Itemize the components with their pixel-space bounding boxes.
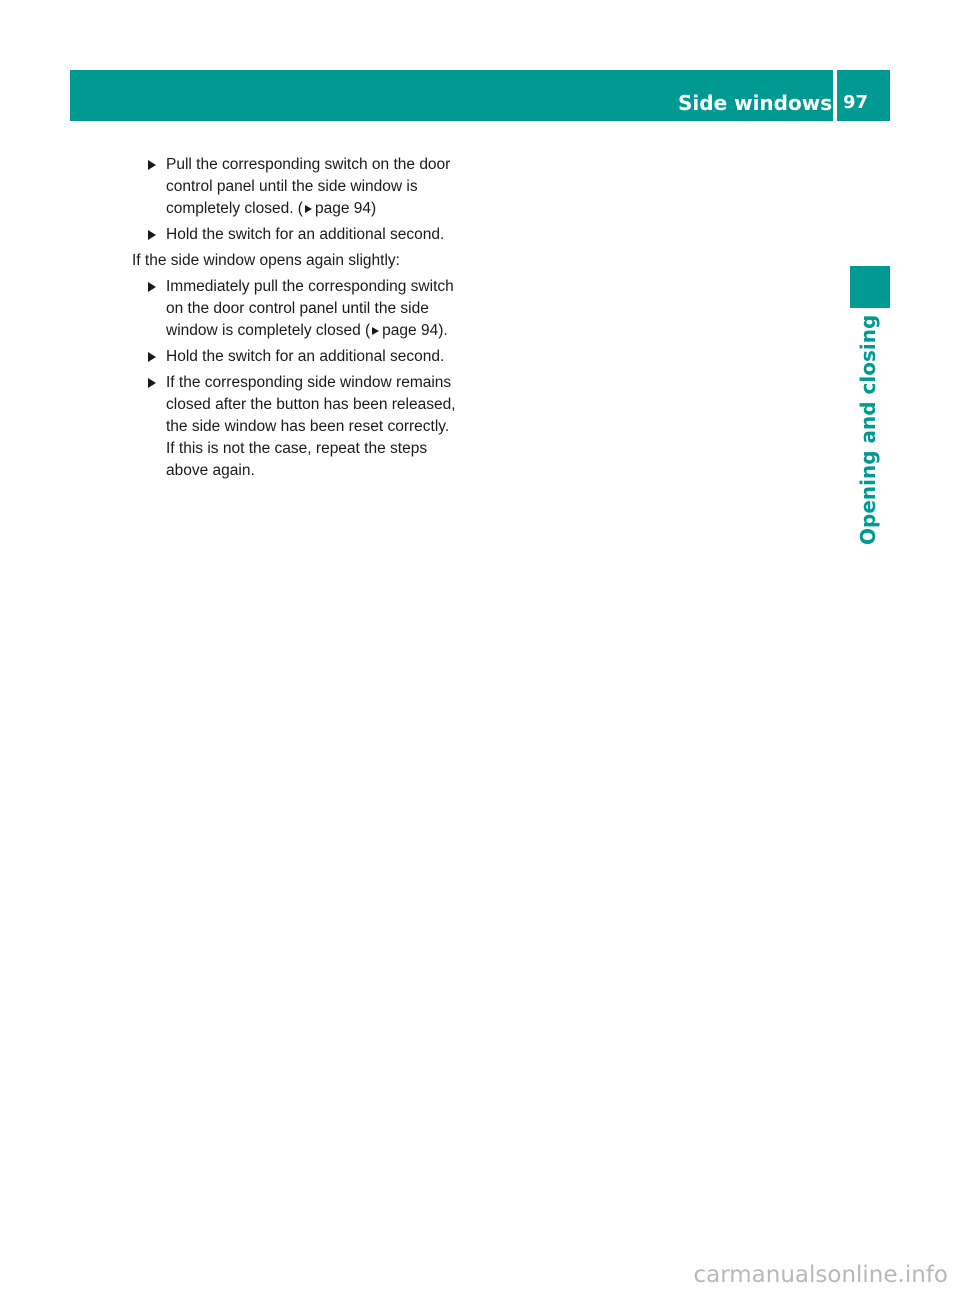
section-title: Side windows xyxy=(678,91,833,115)
main-content xyxy=(132,154,492,486)
step-text: Hold the switch for an additional second. xyxy=(166,226,445,243)
step-text: If this is not the case, repeat the steps xyxy=(166,440,428,457)
step-text: If the corresponding side window remains xyxy=(166,374,452,391)
step-text: above again. xyxy=(166,462,255,479)
page-reference-arrow-icon xyxy=(372,327,379,335)
page-reference-arrow-icon xyxy=(305,205,312,213)
step-text: the side window has been reset correctly. xyxy=(166,418,450,435)
page-reference-link[interactable]: page 94) xyxy=(314,200,377,217)
instruction-step xyxy=(132,154,492,220)
step-text: Immediately pull the corresponding switch xyxy=(166,278,454,295)
side-tab-marker xyxy=(850,266,890,308)
triangle-right-icon xyxy=(148,282,156,292)
page-reference-link[interactable]: page 94). xyxy=(382,322,448,339)
triangle-right-icon xyxy=(148,378,156,388)
header-divider xyxy=(833,70,837,121)
step-text: on the door control panel until the side xyxy=(166,300,429,317)
step-text: Pull the corresponding switch on the door xyxy=(166,156,451,173)
step-text: control panel until the side window is xyxy=(166,178,418,195)
step-text-part: window is completely closed ( xyxy=(166,322,371,339)
instruction-step xyxy=(132,224,492,246)
triangle-right-icon xyxy=(148,230,156,240)
watermark: carmanualsonline.info xyxy=(693,1262,948,1288)
triangle-right-icon xyxy=(148,352,156,362)
step-text-part: completely closed. ( xyxy=(166,200,303,217)
instruction-step xyxy=(132,276,492,342)
chapter-label: Opening and closing xyxy=(856,314,880,545)
instruction-step xyxy=(132,346,492,368)
step-text: Hold the switch for an additional second. xyxy=(166,348,445,365)
triangle-right-icon xyxy=(148,160,156,170)
step-text xyxy=(166,198,492,220)
step-text: closed after the button has been released, xyxy=(166,396,456,413)
step-text xyxy=(166,320,492,342)
paragraph-text: If the side window opens again slightly: xyxy=(132,252,400,269)
paragraph xyxy=(132,250,492,272)
page-number: 97 xyxy=(843,92,869,113)
instruction-step xyxy=(132,372,492,482)
